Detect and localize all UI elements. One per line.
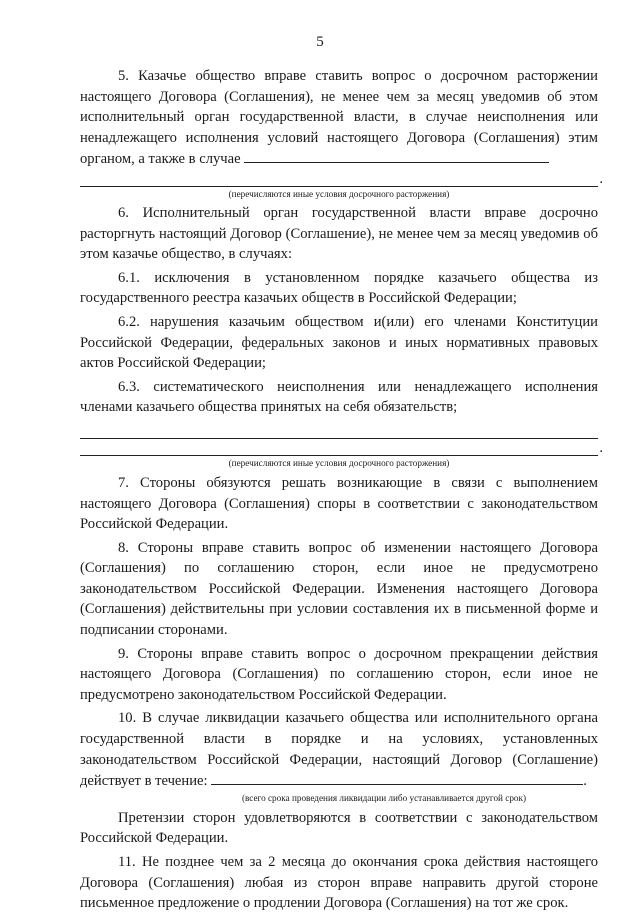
clause-10-text: 10. В случае ликвидации казачьего общества или исполнительного органа государственной власти в порядке и на условиях, установленных законодательством Российской Федерации, настоящий Договор (Соглашение) действует в течение: bbox=[80, 710, 598, 790]
clause-5 bbox=[80, 66, 598, 170]
clause-10 bbox=[80, 708, 598, 791]
period-mark: . bbox=[599, 171, 603, 188]
period-mark: . bbox=[599, 440, 603, 457]
clause-8: 8. Стороны вправе ставить вопрос об изменении настоящего Договора (Соглашения) по соглашению сторон, если иное не предусмотрено законодательством Российской Федерации. Изменения настоящего Договора (Соглашения) действительны при условии составления их в письменной форме и подписании сторонами. bbox=[80, 539, 598, 639]
page-number: 5 bbox=[316, 34, 324, 50]
document-body bbox=[80, 66, 603, 914]
clause-11: 11. Не позднее чем за 2 месяца до окончания срока действия настоящего Договора (Соглашения) любая из сторон вправе направить другой стороне письменное предложение о продлении Договора (Соглашения) на тот же срок. bbox=[80, 854, 598, 912]
clause-6: 6. Исполнительный орган государственной власти вправе досрочно расторгнуть настоящий Договор (Соглашение), не менее чем за месяц уведомив об этом казачье общество, в случаях: bbox=[80, 204, 598, 263]
clause-9: 9. Стороны вправе ставить вопрос о досрочном прекращении действия настоящего Договора (Соглашения) по соглашению сторон, если иное не предусмотрено законодательством Российской Федерации. bbox=[80, 645, 598, 703]
clause-6-caption: (перечисляются иные условия досрочного расторжения) bbox=[228, 457, 450, 468]
clause-5-fill-line-2[interactable] bbox=[80, 170, 603, 188]
clause-6-2: 6.2. нарушения казачьим обществом и(или) его членами Конституции Российской Федерации, федеральных законов и иных нормативных правовых актов Российской Федерации; bbox=[80, 313, 598, 372]
clause-5-fill-line[interactable] bbox=[244, 148, 549, 163]
clause-10-fill-line[interactable] bbox=[211, 770, 583, 785]
clause-6-fill-line-2[interactable] bbox=[80, 439, 603, 457]
clause-6-fill-line-1[interactable] bbox=[80, 422, 598, 439]
clause-5-text: 5. Казачье общество вправе ставить вопрос о досрочном расторжении настоящего Договора (Соглашения), не менее чем за месяц уведомив об этом исполнительный орган государственной власти, в случае неисполнения или ненадлежащего исполнения условий настоящего Договора (Соглашения) этим органом, а также в случае bbox=[80, 68, 598, 168]
clause-5-caption: (перечисляются иные условия досрочного расторжения) bbox=[228, 188, 450, 199]
clause-10-caption: (всего срока проведения ликвидации либо устанавливается другой срок) bbox=[241, 792, 527, 803]
claims-paragraph: Претензии сторон удовлетворяются в соответствии с законодательством Российской Федерации. bbox=[80, 809, 598, 847]
clause-6-1: 6.1. исключения в установленном порядке казачьего общества из государственного реестра казачьих обществ в Российской Федерации; bbox=[80, 269, 598, 307]
clause-7: 7. Стороны обязуются решать возникающие в связи с выполнением настоящего Договора (Соглашения) споры в соответствии с законодательством Российской Федерации. bbox=[80, 474, 598, 533]
period-mark: . bbox=[583, 773, 587, 790]
clause-6-3: 6.3. систематического неисполнения или ненадлежащего исполнения членами казачьего общества принятых на себя обязательств; bbox=[80, 378, 598, 416]
